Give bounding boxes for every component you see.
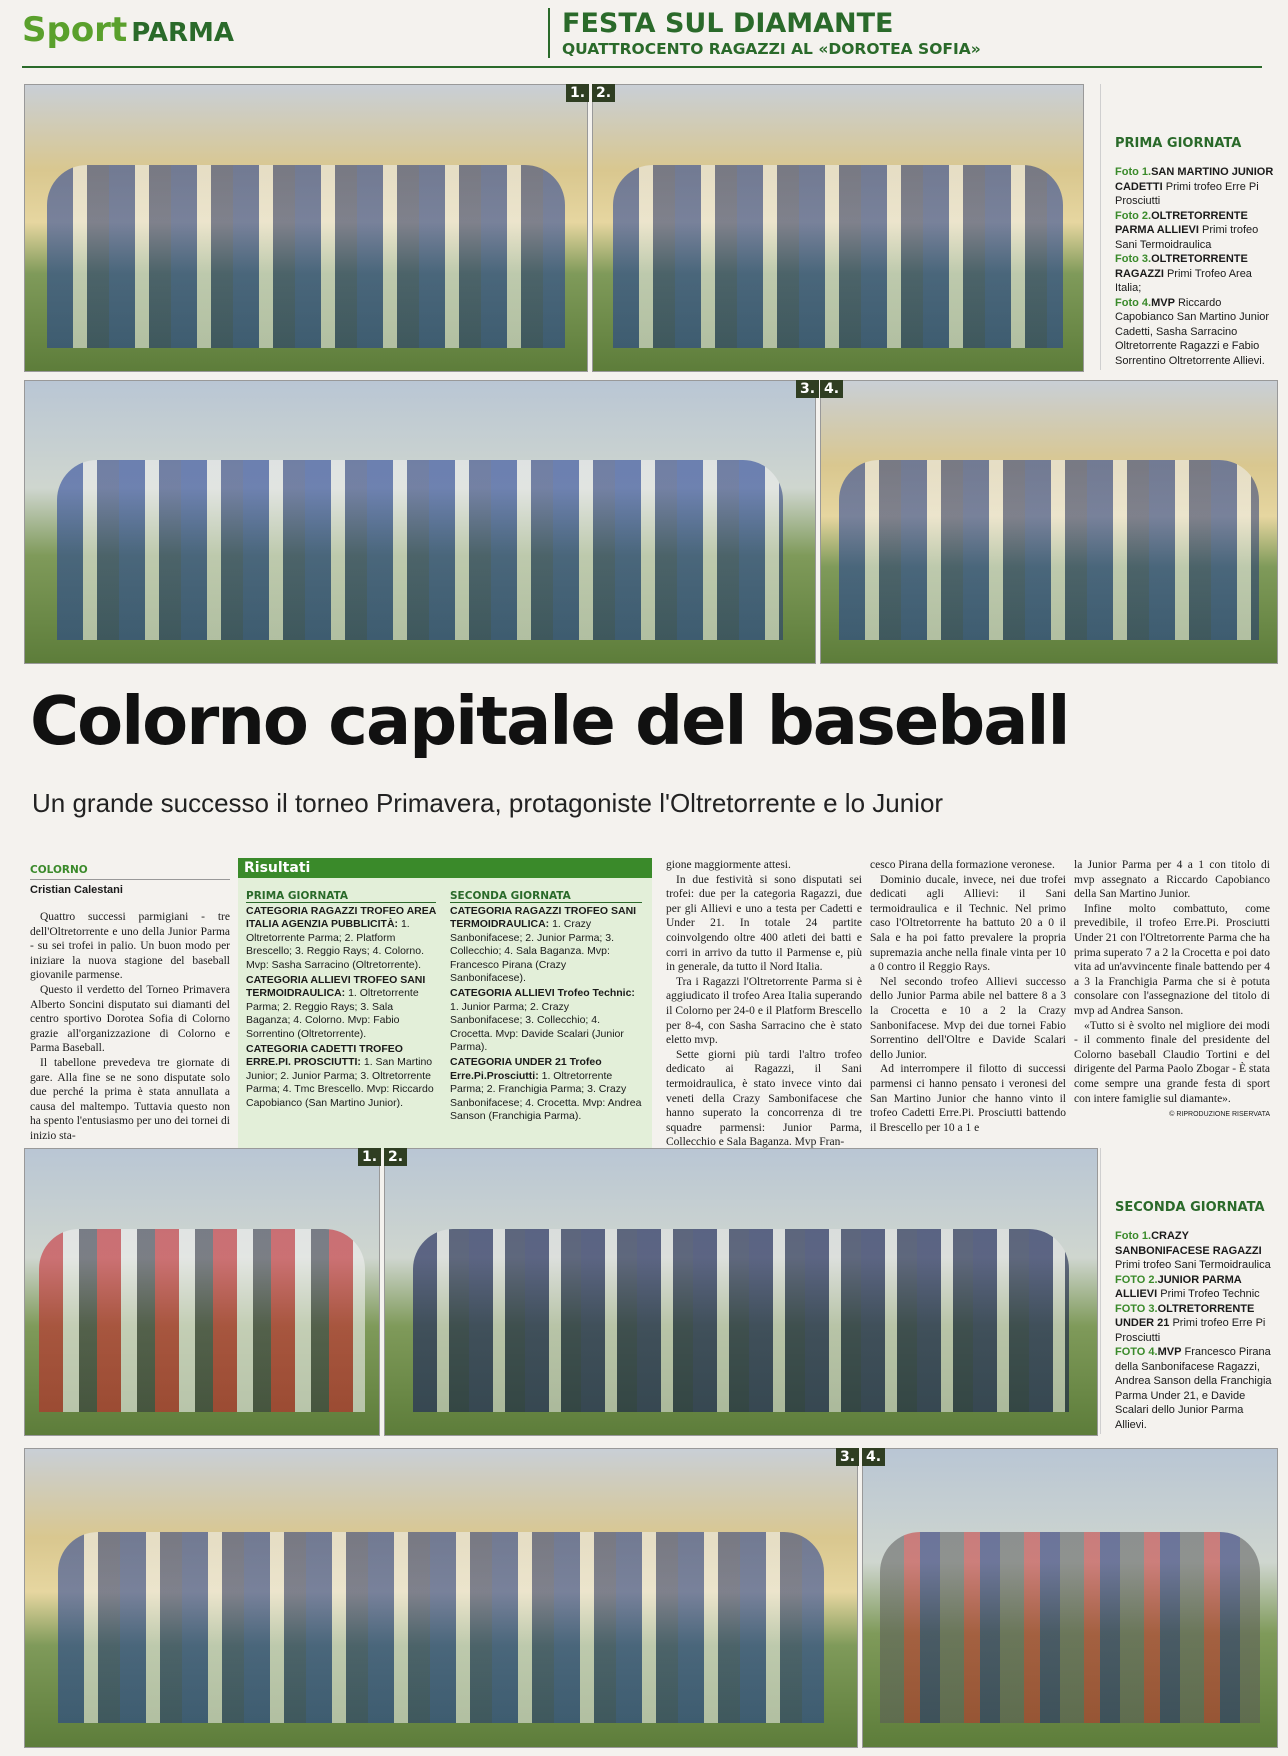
results-ranking: 1. San Martino Junior; 2. Junior Parma; 3. Oltretorrente Parma; 4. Tmc Brescello. Mvp: Riccardo Capobianco (San Martino Junior). [246, 1056, 434, 1109]
section-city: PARMA [131, 18, 235, 48]
caption-team: JUNIOR PARMA ALLIEVI [1115, 1273, 1242, 1300]
sidebar-first-day [1100, 84, 1276, 370]
caption-label: Foto 3. [1115, 253, 1152, 265]
caption-label: Foto 4. [1115, 296, 1152, 309]
byline-place: COLORNO [30, 864, 230, 880]
results-entry [246, 905, 436, 972]
photo-oltretorrente-allievi [592, 84, 1084, 372]
article-column-1 [30, 910, 230, 1144]
sidebar-second-day [1100, 1148, 1276, 1434]
caption-label: FOTO 4. [1115, 1346, 1158, 1358]
photo-crazy-sanbonifacese [24, 1148, 380, 1436]
photo-number-3: 3. [796, 380, 819, 398]
caption-text: Riccardo Capobianco San Martino Junior Cadetti, Sasha Sarracino Oltretorrente Ragazzi e Fabio Sorrentino Oltretorrente Allievi. [1115, 296, 1270, 367]
results-entry [450, 905, 642, 985]
caption-team: OLTRETORRENTE PARMA ALLIEVI [1115, 209, 1248, 236]
results-ranking: 1. Crazy Sanbonifacese; 2. Junior Parma; 3. Collecchio; 4. Sala Baganza. Mvp: Francesco Pirana (Crazy Sanbonifacese). [450, 918, 615, 985]
caption-text: Primi trofeo Erre Pi Prosciutti [1115, 1317, 1266, 1344]
results-category: CATEGORIA RAGAZZI TROFEO AREA ITALIA AGENZIA PUBBLICITÀ: [246, 905, 436, 931]
results-category: CATEGORIA UNDER 21 Trofeo Erre.Pi.Prosciutti: [450, 1056, 602, 1082]
article-paragraph: Ad interrompere il filotto di successi parmensi ci hanno pensato i veronesi del San Martino Junior che hanno vinto il trofeo Cadetti Erre.Pi. Prosciutti battendo il Brescello per 10 a 1 e [870, 1063, 1066, 1134]
caption-team: MVP [1157, 1346, 1182, 1358]
photo-oltretorrente-under21 [24, 1448, 858, 1748]
caption-label: FOTO 2. [1115, 1273, 1158, 1286]
results-title: Risultati [238, 858, 652, 878]
subheadline: Un grande successo il torneo Primavera, protagoniste l'Oltretorrente e lo Junior [32, 788, 944, 818]
kicker-title: FESTA SUL DIAMANTE [562, 8, 894, 39]
byline-author: Cristian Calestani [30, 884, 123, 896]
article-paragraph: Tra i Ragazzi l'Oltretorrente Parma si è aggiudicato il trofeo Area Italia superando il Colorno per 24-0 e il Platform Brescello per 8-4, con Sasha Sarracino che è stato eletto mvp. [666, 975, 862, 1047]
article-paragraph: In due festività si sono disputati sei trofei: due per la categoria Ragazzi, due per gli Allievi e uno a testa per Cadetti e Under 21. In totale 24 partite coinvolgendo oltre 400 atleti dei batti e corri in arrivo da tutto il Parmense e, più in generale, da tutto il Nord Italia. [666, 873, 862, 974]
article-paragraph: Il tabellone prevedeva tre giornate di gare. Alla fine se ne sono disputate solo due perché la prima è stata annullata a causa del maltempo. Tuttavia questo non ha spento l'entusiasmo per uno dei tornei di inizio sta- [30, 1056, 230, 1142]
results-category: CATEGORIA CADETTI TROFEO ERRE.PI. PROSCIUTTI: [246, 1043, 403, 1069]
results-ranking: 1. Oltretorrente Parma; 2. Platform Brescello; 3. Reggio Rays; 4. Colorno. Mvp: Sasha Sarracino (Oltretorrente). [246, 918, 425, 971]
headline: Colorno capitale del baseball [30, 682, 1069, 760]
sidebar-second-captions [1115, 1229, 1276, 1432]
article-paragraph: «Tutto si è svolto nel migliore dei modi - il commento finale del presidente del Colorno baseball Claudio Tortini e del dirigente del Parma Paolo Zbogar - È stata come sempre una grande festa di sport con intere famiglie sul diamante». [1074, 1019, 1270, 1105]
caption-team: CRAZY SANBONIFACESE RAGAZZI [1115, 1230, 1262, 1257]
results-entry [450, 1056, 642, 1123]
photo-number-1: 1. [358, 1148, 381, 1166]
results-second-day [450, 890, 642, 1126]
photo-number-2: 2. [592, 84, 615, 102]
results-category: CATEGORIA ALLIEVI TROFEO SANI TERMOIDRAULICA: [246, 974, 426, 1000]
header-rule [22, 66, 1262, 68]
caption-team: SAN MARTINO JUNIOR CADETTI [1115, 166, 1274, 193]
caption-team: OLTRETORRENTE RAGAZZI [1115, 253, 1248, 280]
photo-number-4: 4. [820, 380, 843, 398]
caption-text: Primi trofeo Sani Termoidraulica [1115, 1259, 1271, 1271]
article-paragraph: Quattro successi parmigiani - tre dell'Oltretorrente e uno della Junior Parma - su sei trofei in palio. Un buon modo per iniziare la nuova stagione del baseball giovanile parmense. [30, 911, 230, 982]
section-tag [22, 10, 234, 50]
article-column-3 [870, 858, 1066, 1135]
article-paragraph: Nel secondo trofeo Allievi successo dello Junior Parma abile nel battere 8 a 3 la Crocetta e 10 a 2 la Crazy Sanbonifacese. Mvp dei due tornei Fabio Sorrentino dell'Oltre e Davide Scalari dello Junior. [870, 975, 1066, 1061]
caption-text: Primi Trofeo Area Italia; [1115, 267, 1252, 294]
article-paragraph: Questo il verdetto del Torneo Primavera Alberto Soncini disputato sui diamanti del centro sportivo Dorotea Sofia di Colorno grazie all'organizzazione di Colorno e Parma Baseball. [30, 983, 230, 1055]
article-paragraph: Dominio ducale, invece, nei due trofei dedicati agli Allievi: il Sani termoidraulica e il Technic. Nel primo caso l'Oltretorrente ha battuto 20 a 0 il Sala e ha poi fatto prevalere la propria supremazia anche nella finale vinta per 10 a 0 contro il Reggio Rays. [870, 873, 1066, 974]
caption-text: Francesco Pirana della Sanbonifacese Ragazzi, Andrea Sanson della Franchigia Parma Under 21, e Davide Scalari dello Junior Parma Allievi. [1115, 1346, 1272, 1431]
article-paragraph: gione maggiormente attesi. [666, 859, 791, 871]
article-paragraph: cesco Pirana della formazione veronese. [870, 859, 1055, 871]
results-ranking: 1. Junior Parma; 2. Crazy Sanbonifacese; 3. Collecchio; 4. Crocetta. Mvp: Davide Scalari (Junior Parma). [450, 1000, 624, 1054]
caption-label: Foto 2. [1115, 209, 1152, 222]
caption-label: Foto 1. [1115, 166, 1152, 178]
results-ranking: 1. Oltretorrente Parma; 2. Franchigia Parma; 3. Crazy Sanbonifacese; 4. Crocetta. Mvp: Andrea Sanson (Franchigia Parma). [450, 1069, 642, 1123]
results-ranking: 1. Oltretorrente Parma; 2. Reggio Rays; 3. Sala Baganza; 4. Colorno. Mvp: Fabio Sorrentino (Oltretorrente). [246, 987, 419, 1040]
results-second-day-title: SECONDA GIORNATA [450, 890, 642, 903]
photo-san-martino-cadetti [24, 84, 588, 372]
kicker-subtitle: QUATTROCENTO RAGAZZI AL «DOROTEA SOFIA» [562, 40, 981, 58]
photo-number-2: 2. [384, 1148, 407, 1166]
results-entry [246, 974, 436, 1041]
photo-oltretorrente-ragazzi [24, 380, 816, 664]
caption-text: Primi Trofeo Technic [1160, 1288, 1260, 1300]
results-category: CATEGORIA ALLIEVI Trofeo Technic: [450, 987, 635, 1000]
results-entry [246, 1043, 436, 1110]
photo-number-4: 4. [862, 1448, 885, 1466]
results-entry [450, 987, 642, 1054]
article-column-4 [1074, 858, 1270, 1123]
photo-mvp-first-day [820, 380, 1278, 664]
photo-number-3: 3. [836, 1448, 859, 1466]
caption-text: Primi trofeo Sani Termoidraulica [1115, 224, 1259, 251]
article-column-2 [666, 858, 862, 1150]
caption-team: MVP [1151, 296, 1175, 309]
caption-text: Primi trofeo Erre Pi Prosciutti [1115, 180, 1259, 207]
article-paragraph: Sette giorni più tardi l'altro trofeo dedicato ai Ragazzi, il Sani termoidraulica, è stato invece vinto dai veneti della Crazy Sambonifacese che hanno superato la concorrenza di tre squadre parmensi: Junior Parma, Collecchio e Sala Baganza. Mvp Fran- [666, 1048, 862, 1149]
sidebar-second-title: SECONDA GIORNATA [1115, 1200, 1265, 1215]
results-first-day [246, 890, 436, 1112]
results-category: CATEGORIA RAGAZZI TROFEO SANI TERMOIDRAULICA: [450, 905, 637, 931]
photo-junior-parma-allievi [384, 1148, 1098, 1436]
caption-team: OLTRETORRENTE UNDER 21 [1115, 1302, 1255, 1329]
caption-label: Foto 1. [1115, 1230, 1152, 1242]
byline [30, 864, 230, 896]
sidebar-first-captions [1115, 165, 1276, 368]
copyright-notice: © RIPRODUZIONE RISERVATA [1169, 1111, 1270, 1119]
results-first-day-title: PRIMA GIORNATA [246, 890, 436, 903]
results-box [238, 858, 652, 1150]
sidebar-first-title: PRIMA GIORNATA [1115, 136, 1242, 151]
section-sport: Sport [22, 10, 128, 50]
header-divider [548, 8, 550, 58]
caption-label: FOTO 3. [1115, 1302, 1158, 1315]
photo-mvp-second-day [862, 1448, 1278, 1748]
photo-number-1: 1. [566, 84, 589, 102]
article-paragraph: la Junior Parma per 4 a 1 con titolo di mvp assegnato a Riccardo Capobianco della San Martino Junior. [1074, 859, 1270, 901]
article-paragraph: Infine molto combattuto, come prevedibile, il trofeo Erre.Pi. Prosciutti Under 21 con l'Oltretorrente Parma che ha prima superato 7 a 2 la Crocetta e poi dato vita ad un'avvincente finale battendo per 4 a 3 la Franchigia Parma che si è potuta consolare con l'assegnazione del titolo di mvp ad Andrea Sanson. [1074, 902, 1270, 1017]
